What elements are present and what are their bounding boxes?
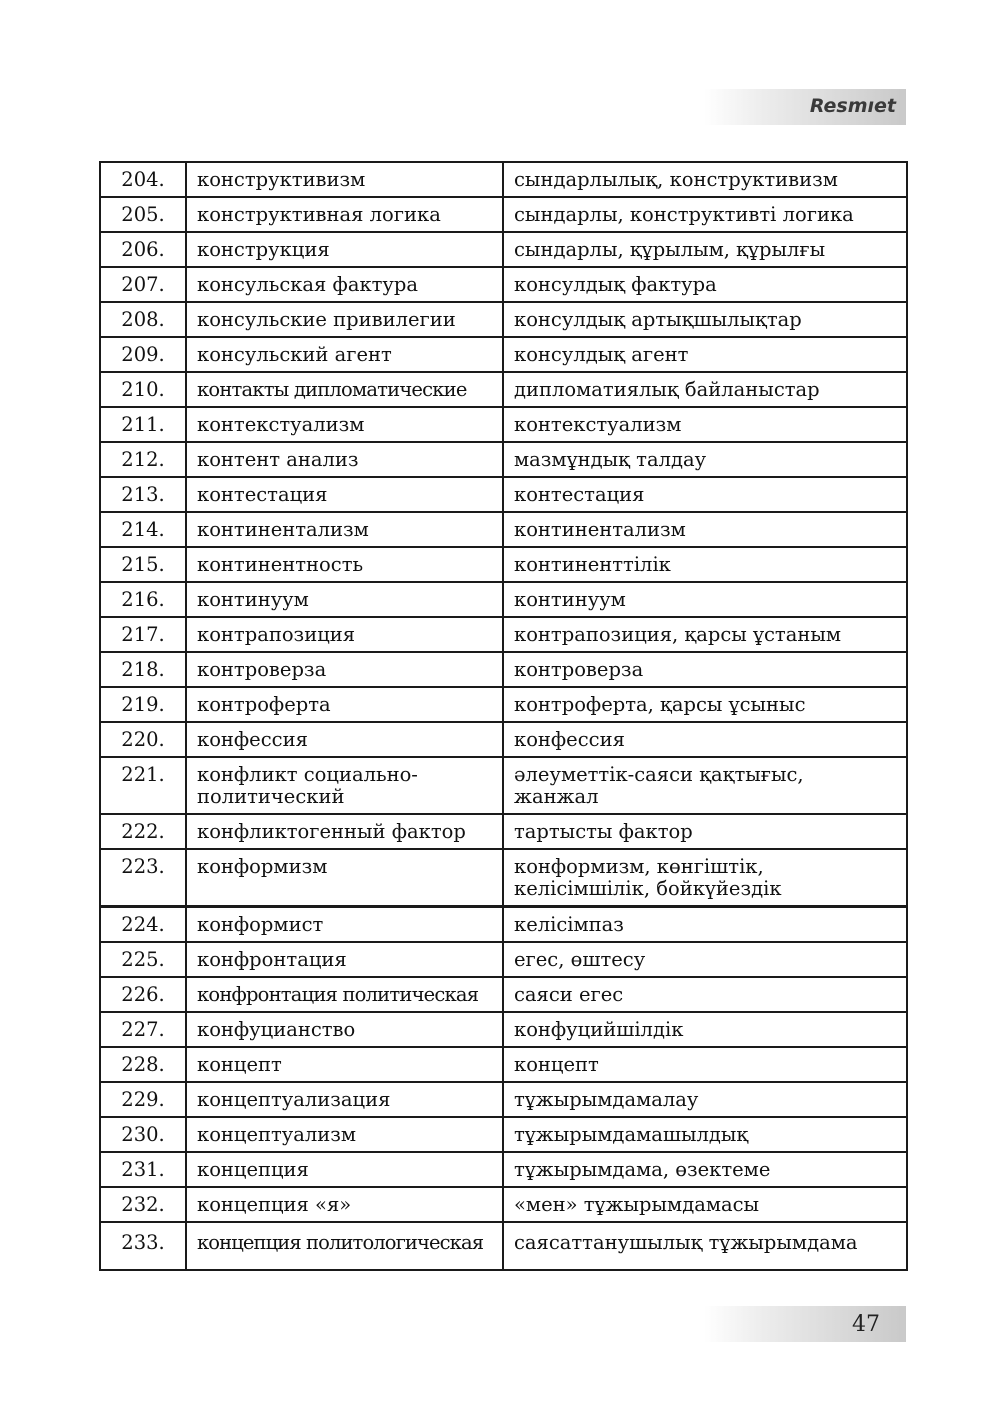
- russian-term: контрапозиция: [186, 617, 503, 652]
- kazakh-term: тұжырымдамашылдық: [503, 1117, 907, 1152]
- entry-number: 208.: [100, 302, 186, 337]
- kazakh-term: конфессия: [503, 722, 907, 757]
- entry-number: 204.: [100, 162, 186, 197]
- kazakh-term: тұжырымдама, өзектеме: [503, 1152, 907, 1187]
- kazakh-term: контекстуализм: [503, 407, 907, 442]
- russian-term: концептуализация: [186, 1082, 503, 1117]
- entry-number: 232.: [100, 1187, 186, 1222]
- entry-number: 226.: [100, 977, 186, 1012]
- kazakh-term: мазмұндық талдау: [503, 442, 907, 477]
- table-row: [100, 687, 907, 722]
- table-row: [100, 849, 907, 907]
- russian-term: контекстуализм: [186, 407, 503, 442]
- entry-number: 222.: [100, 814, 186, 849]
- russian-term: конфронтация: [186, 942, 503, 977]
- table-row: [100, 1012, 907, 1047]
- entry-number: 211.: [100, 407, 186, 442]
- entry-number: 221.: [100, 757, 186, 814]
- entry-number: 224.: [100, 907, 186, 943]
- russian-term: концепция политологическая: [186, 1222, 503, 1270]
- entry-number: 212.: [100, 442, 186, 477]
- table-row: [100, 942, 907, 977]
- russian-term: конструктивная логика: [186, 197, 503, 232]
- table-row: [100, 977, 907, 1012]
- table-row: [100, 1082, 907, 1117]
- kazakh-term: контестация: [503, 477, 907, 512]
- kazakh-term: «мен» тұжырымдамасы: [503, 1187, 907, 1222]
- table-row: [100, 1047, 907, 1082]
- table-row: [100, 814, 907, 849]
- kazakh-term: тұжырымдамалау: [503, 1082, 907, 1117]
- table-row: [100, 1222, 907, 1270]
- table-row: [100, 477, 907, 512]
- table-row: [100, 162, 907, 197]
- kazakh-term: континентализм: [503, 512, 907, 547]
- kazakh-term: конформизм, көнгіштік, келісімшілік, бойкүйездік: [503, 849, 907, 907]
- russian-term: контроферта: [186, 687, 503, 722]
- kazakh-term: континуум: [503, 582, 907, 617]
- russian-term: консульский агент: [186, 337, 503, 372]
- entry-number: 220.: [100, 722, 186, 757]
- table-row: [100, 617, 907, 652]
- entry-number: 219.: [100, 687, 186, 722]
- russian-term: континентность: [186, 547, 503, 582]
- russian-term: консульская фактура: [186, 267, 503, 302]
- kazakh-term: конфуцийшілдік: [503, 1012, 907, 1047]
- entry-number: 209.: [100, 337, 186, 372]
- table-row: [100, 407, 907, 442]
- russian-term: конфронтация политическая: [186, 977, 503, 1012]
- entry-number: 228.: [100, 1047, 186, 1082]
- entry-number: 223.: [100, 849, 186, 907]
- kazakh-term: сындарлы, конструктивті логика: [503, 197, 907, 232]
- entry-number: 218.: [100, 652, 186, 687]
- russian-term: конфуцианство: [186, 1012, 503, 1047]
- table-row: [100, 232, 907, 267]
- entry-number: 213.: [100, 477, 186, 512]
- table-row: [100, 582, 907, 617]
- table-row: [100, 652, 907, 687]
- table-row: [100, 1117, 907, 1152]
- kazakh-term: саяси егес: [503, 977, 907, 1012]
- russian-term: конфликт социально-политический: [186, 757, 503, 814]
- entry-number: 216.: [100, 582, 186, 617]
- entry-number: 225.: [100, 942, 186, 977]
- entry-number: 227.: [100, 1012, 186, 1047]
- entry-number: 206.: [100, 232, 186, 267]
- russian-term: конформист: [186, 907, 503, 943]
- russian-term: концептуализм: [186, 1117, 503, 1152]
- kazakh-term: сындарлылық, конструктивизм: [503, 162, 907, 197]
- glossary-table: [99, 161, 908, 1271]
- kazakh-term: континенттілік: [503, 547, 907, 582]
- kazakh-term: егес, өштесу: [503, 942, 907, 977]
- entry-number: 231.: [100, 1152, 186, 1187]
- running-header: [704, 89, 906, 125]
- running-header-label: Resmıet: [809, 95, 896, 117]
- kazakh-term: дипломатиялық байланыстар: [503, 372, 907, 407]
- table-row: [100, 722, 907, 757]
- kazakh-term: саясаттанушылық тұжырымдама: [503, 1222, 907, 1270]
- kazakh-term: контроверза: [503, 652, 907, 687]
- russian-term: контроверза: [186, 652, 503, 687]
- entry-number: 207.: [100, 267, 186, 302]
- table-row: [100, 302, 907, 337]
- russian-term: концепция: [186, 1152, 503, 1187]
- entry-number: 230.: [100, 1117, 186, 1152]
- russian-term: консульские привилегии: [186, 302, 503, 337]
- kazakh-term: әлеуметтік-саяси қақтығыс, жанжал: [503, 757, 907, 814]
- russian-term: конструктивизм: [186, 162, 503, 197]
- russian-term: конфликтогенный фактор: [186, 814, 503, 849]
- russian-term: конформизм: [186, 849, 503, 907]
- kazakh-term: келісімпаз: [503, 907, 907, 943]
- entry-number: 205.: [100, 197, 186, 232]
- kazakh-term: консулдық артықшылықтар: [503, 302, 907, 337]
- kazakh-term: консулдық агент: [503, 337, 907, 372]
- table-row: [100, 547, 907, 582]
- table-row: [100, 267, 907, 302]
- russian-term: концепция «я»: [186, 1187, 503, 1222]
- table-row: [100, 1152, 907, 1187]
- russian-term: контакты дипломатические: [186, 372, 503, 407]
- kazakh-term: концепт: [503, 1047, 907, 1082]
- table-row: [100, 907, 907, 943]
- page-number: 47: [852, 1312, 880, 1337]
- russian-term: контент анализ: [186, 442, 503, 477]
- page-footer: [704, 1306, 906, 1342]
- russian-term: концепт: [186, 1047, 503, 1082]
- table-row: [100, 1187, 907, 1222]
- russian-term: конструкция: [186, 232, 503, 267]
- table-row: [100, 337, 907, 372]
- table-row: [100, 197, 907, 232]
- kazakh-term: консулдық фактура: [503, 267, 907, 302]
- entry-number: 233.: [100, 1222, 186, 1270]
- entry-number: 214.: [100, 512, 186, 547]
- kazakh-term: контрапозиция, қарсы ұстаным: [503, 617, 907, 652]
- table-row: [100, 442, 907, 477]
- entry-number: 210.: [100, 372, 186, 407]
- russian-term: конфессия: [186, 722, 503, 757]
- russian-term: континуум: [186, 582, 503, 617]
- table-row: [100, 372, 907, 407]
- table-row: [100, 757, 907, 814]
- kazakh-term: сындарлы, құрылым, құрылғы: [503, 232, 907, 267]
- entry-number: 215.: [100, 547, 186, 582]
- table-row: [100, 512, 907, 547]
- kazakh-term: тартысты фактор: [503, 814, 907, 849]
- entry-number: 217.: [100, 617, 186, 652]
- russian-term: континентализм: [186, 512, 503, 547]
- kazakh-term: контроферта, қарсы ұсыныс: [503, 687, 907, 722]
- entry-number: 229.: [100, 1082, 186, 1117]
- russian-term: контестация: [186, 477, 503, 512]
